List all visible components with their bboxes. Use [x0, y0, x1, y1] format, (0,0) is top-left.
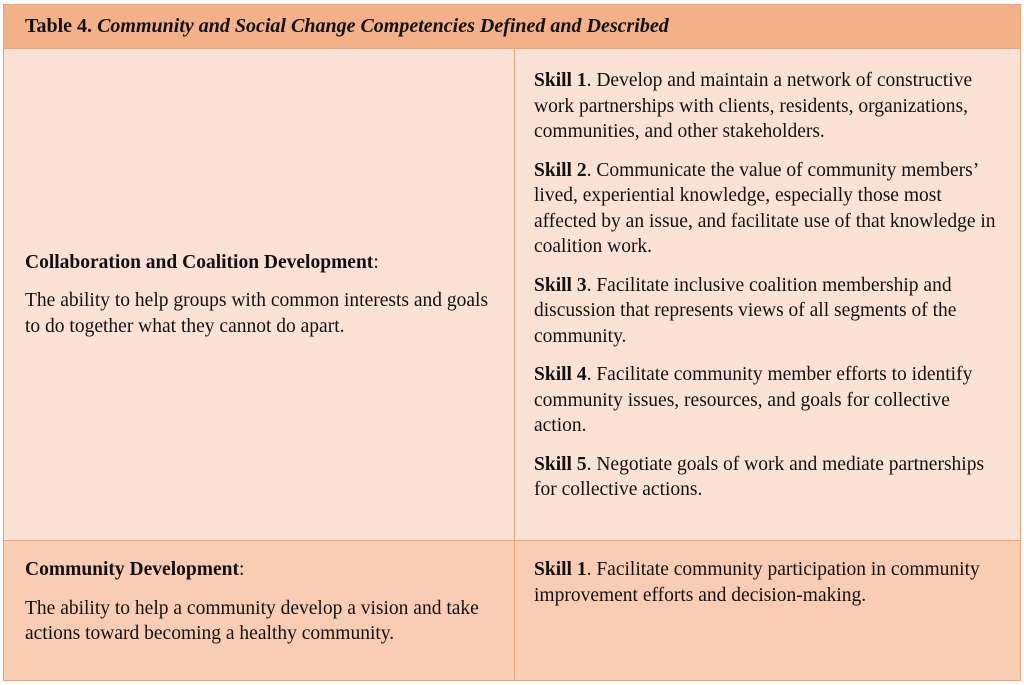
skill-item: [534, 273, 1006, 350]
table-row: [4, 49, 1020, 541]
skill-text: . Facilitate inclusive coalition membership and discussion that represents views of all segments of the community.: [534, 274, 957, 347]
skill-label: Skill 4: [534, 364, 587, 385]
competency-cell: [4, 49, 515, 540]
skill-label: Skill 1: [534, 559, 587, 580]
competency-table: [3, 4, 1021, 681]
skill-label: Skill 1: [534, 70, 587, 91]
skill-text: . Facilitate community member efforts to identify community issues, resources, and goals for collective action.: [534, 364, 973, 436]
skill-text: . Develop and maintain a network of constructive work partnerships with clients, residents, organizations, communities, and other stakeholders.: [534, 70, 973, 142]
table-title: Community and Social Change Competencies Defined and Described: [97, 15, 669, 37]
skill-label: Skill 3: [534, 274, 587, 296]
skill-item: [534, 557, 1006, 608]
skill-item: [534, 362, 1006, 439]
competency-title: Collaboration and Coalition Development: [25, 251, 374, 273]
skills-cell: [515, 541, 1020, 680]
competency-description: The ability to help groups with common interests and goals to do together what they cannot do apart.: [25, 290, 489, 337]
competency-colon: :: [373, 251, 379, 273]
table-caption: [4, 5, 1020, 49]
competency-cell: [4, 541, 515, 680]
competency-colon: :: [238, 559, 245, 580]
competency-heading: [25, 250, 494, 276]
skill-item: [534, 68, 1006, 145]
skill-item: [534, 452, 1006, 503]
competency-description: The ability to help a community develop a vision and take actions toward becoming a healthy community.: [25, 597, 479, 644]
skill-text: . Facilitate community participation in community improvement efforts and decision-making.: [534, 559, 980, 606]
skill-item: [534, 158, 1006, 260]
skill-text: . Communicate the value of community members’ lived, experiential knowledge, especially those most affected by an issue, and facilitate use of that knowledge in coalition work.: [534, 159, 996, 257]
competency-title: Community Development: [25, 559, 239, 580]
skill-text: . Negotiate goals of work and mediate partnerships for collective actions.: [534, 453, 985, 500]
skills-cell: [515, 49, 1020, 540]
skill-label: Skill 5: [534, 453, 587, 475]
table-row: [4, 541, 1020, 680]
table-label: Table 4.: [25, 15, 93, 37]
skill-label: Skill 2: [534, 159, 587, 181]
competency-heading: [25, 557, 494, 583]
